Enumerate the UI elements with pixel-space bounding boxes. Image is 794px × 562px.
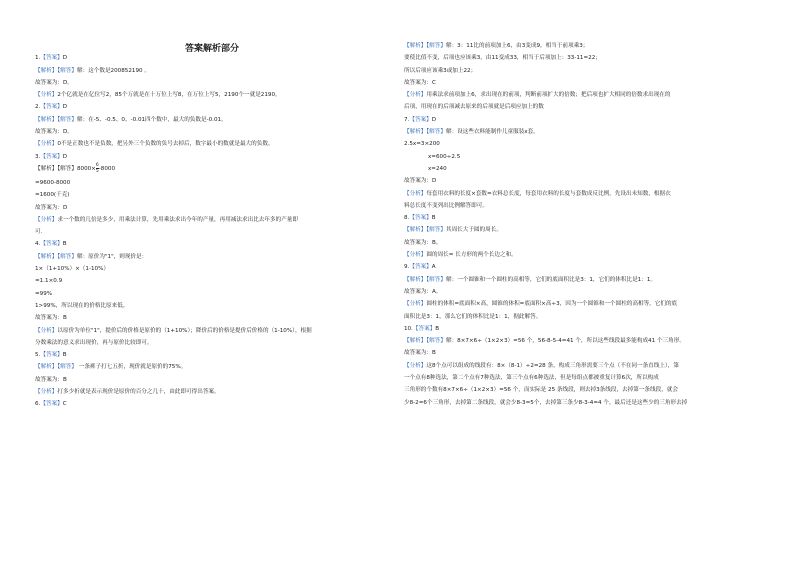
page-title: 答案解析部分 (185, 44, 240, 54)
q9-explanation: 【分析】圆柱的体积=底面积×高，圆锥的体积=底面积×高÷3，因为一个圆锥和一个圆柱的高相等，它们的底 (404, 301, 678, 308)
question-6-answer: 6.【答案】C (35, 401, 67, 408)
question-5-answer: 5.【答案】B (35, 352, 67, 359)
q7-conclusion: 故答案为：D (404, 178, 437, 185)
q8-conclusion: 故答案为：B。 (404, 239, 442, 246)
q6-conclusion: 故答案为：C (404, 79, 436, 86)
q9-analysis: 【解析】【解答】解：一个圆锥和一个圆柱的高相等，它们的底面积比是3：1，它们的体积比是1：1。 (404, 276, 656, 283)
q9-conclusion: 故答案为：A。 (404, 288, 442, 295)
q3-analysis-prefix: 【解析】【解答】8000× (35, 165, 96, 172)
q3-analysis-suffix: -8000 (98, 165, 116, 172)
question-1-answer: 1.【答案】D (35, 55, 68, 62)
q7-explanation: 【分析】每套用衣料的长度×套数=衣料总长度，每套用衣料的长度与套数成反比例，先设出未知数，根据衣 (404, 190, 671, 197)
q2-conclusion: 故答案为：D。 (35, 129, 73, 136)
question-10-answer: 10.【答案】B (404, 325, 440, 332)
q2-analysis: 【解析】【解答】解：在-5、-0.5、0、-0.01四个数中，最大的负数是-0.01。 (35, 116, 227, 123)
q10-analysis: 【解析】【解答】解：8×7×6÷（1×2×3）=56 个，56-8-5-4=41 个，所以这些线段最多能构成41 个三角形。 (404, 338, 685, 345)
q4-conclusion: 故答案为：B (35, 315, 67, 322)
right-column (404, 40, 776, 409)
q3-fraction-numerator: 6 (95, 162, 99, 168)
q3-explanation-cont: 可. (35, 229, 43, 236)
q7-step-3: x=240 (428, 165, 447, 172)
q10-conclusion: 故答案为：B (404, 350, 436, 357)
q7-step-2: x=600÷2.5 (428, 153, 461, 160)
q9-explanation-cont: 面积比是3：1，那么它们的体积比是1：1，据此解答。 (404, 313, 542, 320)
question-9-answer: 9.【答案】A (404, 264, 436, 271)
q10-explanation-cont-1: 一个点有8种选法，第二个点有7种选法，第三个点有6种选法，但是每组点都被重复计算6次，所以构成 (404, 375, 659, 382)
q1-explanation: 【分析】2个亿就是在亿位写2，85个万就是在十万位上写8，在万位上写5，2190个一就是2190。 (35, 92, 281, 99)
q10-explanation: 【分析】这8个点可以组成的线段有：8×（8-1）÷2=28 条，构成三角形需要三个点（不在同一条直线上），第 (404, 362, 679, 369)
q3-step-2: =1600(千克) (35, 192, 70, 199)
q10-explanation-cont-2: 三角形的个数有8×7×6÷（1×2×3）=56 个，而实际是 25 条线段，则去掉3条线段，去掉第一条线段，就会 (404, 387, 678, 394)
question-3-answer: 3.【答案】D (35, 153, 68, 160)
q8-explanation: 【分析】圆的周长= 长方形的两个长边之和。 (404, 252, 517, 259)
q7-step-1: 2.5x=3×200 (404, 141, 440, 148)
q10-explanation-cont-3: 少8-2=6个三角形，去掉第二条线段，就会少8-3=5个，去掉第三条少8-3-4=4 个，最后还是这些少的三角形去掉 (404, 399, 688, 406)
q6-result: 所以后项应该乘3或加上22； (404, 67, 477, 74)
q4-explanation-cont: 分数乘法的意义求出现价，再与原价比较即可。 (35, 339, 153, 346)
q5-analysis: 【解析】【解答】 一条裤子打七五折，现价就是原价的75%。 (35, 364, 187, 371)
q6-analysis-cont: 要使比值不变，后项也应该乘3，由11变成33，相当于后项加上：33-11=22； (404, 55, 601, 62)
q1-conclusion: 故答案为：D。 (35, 79, 73, 86)
q4-comparison: 1>99%，所以现在的价格比原来低。 (35, 302, 129, 309)
q1-analysis: 【解析】【解答】解：这个数是200852190 。 (35, 67, 150, 74)
q6-explanation-cont: 后项，用现在的后项减去原来的后项就是后项应加上的数 (404, 104, 544, 111)
q6-analysis: 【解析】【解答】解：3：11比的前项加上6，由3变成9，相当于前项乘3； (404, 43, 589, 49)
q6-explanation: 【分析】用乘法求前项加上6，求出现在的前项，判断前项扩大的倍数；把后项也扩大相同的倍数求出现在的 (404, 92, 671, 99)
question-4-answer: 4.【答案】B (35, 241, 67, 248)
question-2-answer: 2.【答案】D (35, 104, 68, 111)
q3-analysis (35, 163, 385, 177)
q5-explanation: 【分析】打多少折就是表示现价是原价的百分之几十，由此即可得出答案。 (35, 389, 220, 396)
q7-explanation-cont: 料总长度不变列出比例解答即可。 (404, 202, 488, 209)
q4-step-2: =1.1×0.9 (35, 278, 63, 285)
q5-conclusion: 故答案为：B (35, 376, 67, 383)
question-8-answer: 8.【答案】B (404, 215, 436, 222)
q7-analysis: 【解析】【解答】解：设这些衣料能制作儿童服装x套。 (404, 129, 539, 136)
q3-fraction-denominator: 5 (95, 168, 99, 174)
q2-explanation: 【分析】0不是正数也不是负数，把另外三个负数的负号去掉后，数字最小的数就是最大的负数。 (35, 141, 274, 148)
q4-analysis: 【解析】【解答】解：原价为"1"，则现价是： (35, 253, 148, 260)
spacer (35, 40, 385, 52)
q4-step-3: =99% (35, 290, 53, 297)
question-7-answer: 7.【答案】D (404, 116, 437, 123)
q8-analysis: 【解析】【解答】其周长大于圆的周长。 (404, 227, 502, 234)
q3-step-1: =9600-8000 (35, 179, 71, 186)
q3-explanation: 【分析】求一个数的几倍是多少，用乘法计算，先用乘法求出今年的产量，再用减法求出比去年多的产量即 (35, 216, 298, 223)
left-column (35, 40, 385, 411)
q3-conclusion: 故答案为：D (35, 204, 68, 211)
q4-step-1: 1×（1+10%）×（1-10%） (35, 266, 109, 273)
q4-explanation: 【分析】以原价为单位"1"，提价后的价格是原价的（1+10%）；降价后的价格是提价后价格的（1-10%），根据 (35, 327, 312, 334)
